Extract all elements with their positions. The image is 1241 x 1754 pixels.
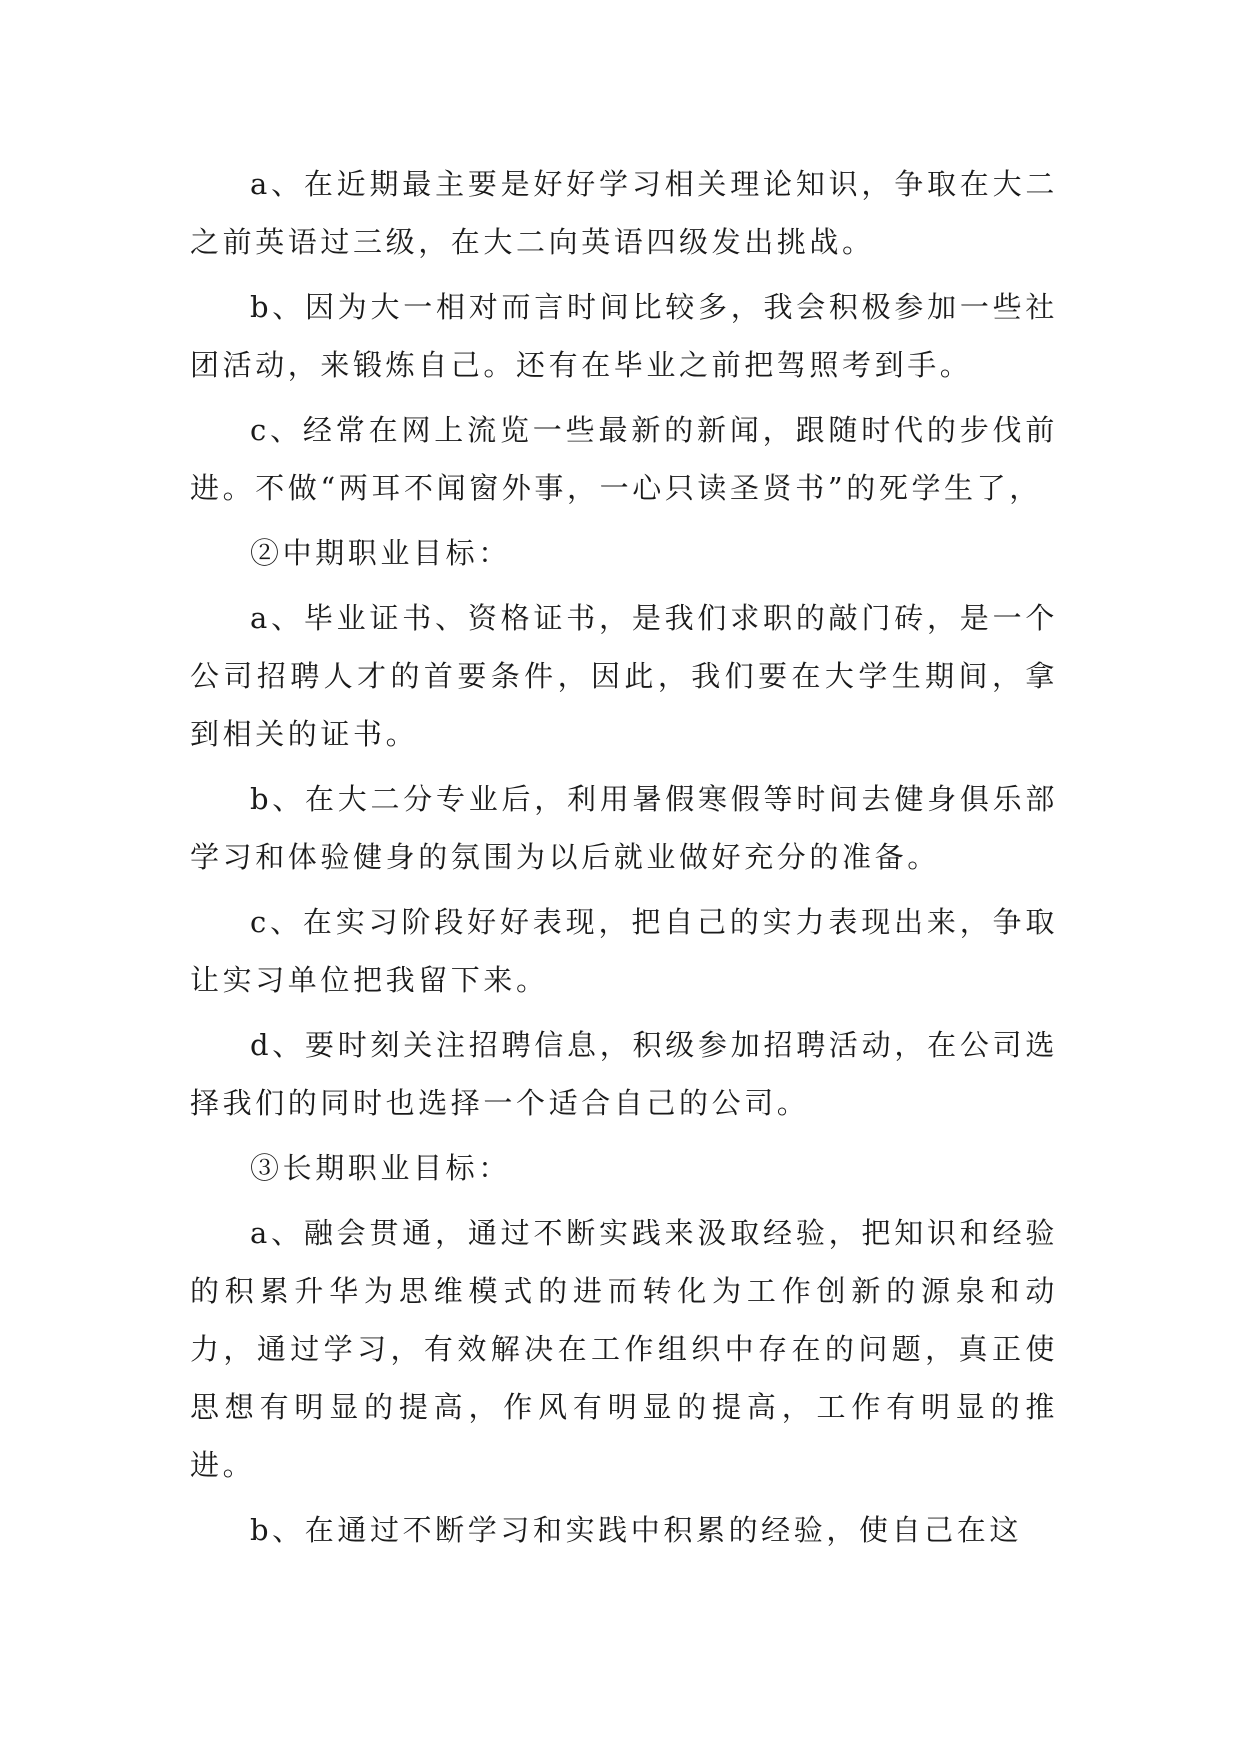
body-text: [190, 155, 1058, 1566]
paragraph-short-term-c: c、经常在网上流览一些最新的新闻，跟随时代的步伐前进。不做“两耳不闻窗外事，一心只读圣贤书”的死学生了，: [190, 413, 1058, 505]
heading-long-term-goals: ③长期职业目标：: [250, 1151, 511, 1185]
paragraph-mid-term-a: a、毕业证书、资格证书，是我们求职的敲门砖，是一个公司招聘人才的首要条件，因此，我们要在大学生期间，拿到相关的证书。: [190, 601, 1058, 751]
paragraph-short-term-a: a、在近期最主要是好好学习相关理论知识，争取在大二之前英语过三级，在大二向英语四级发出挑战。: [190, 167, 1058, 259]
paragraph-mid-term-d: d、要时刻关注招聘信息，积级参加招聘活动，在公司选择我们的同时也选择一个适合自己的公司。: [190, 1028, 1058, 1120]
heading-mid-term-goals: ②中期职业目标：: [250, 536, 511, 570]
paragraph-long-term-a: a、融会贯通，通过不断实践来汲取经验，把知识和经验的积累升华为思维模式的进而转化为工作创新的源泉和动力，通过学习，有效解决在工作组织中存在的问题，真正使思想有明显的提高，作风有明显的提高，工作有明显的推进。: [190, 1216, 1058, 1482]
paragraph-mid-term-c: c、在实习阶段好好表现，把自己的实力表现出来，争取让实习单位把我留下来。: [190, 905, 1058, 997]
paragraph-short-term-b: b、因为大一相对而言时间比较多，我会积极参加一些社团活动，来锻炼自己。还有在毕业之前把驾照考到手。: [190, 290, 1058, 382]
paragraph-mid-term-b: b、在大二分专业后，利用暑假寒假等时间去健身俱乐部学习和体验健身的氛围为以后就业做好充分的准备。: [190, 782, 1058, 874]
paragraph-long-term-b: b、在通过不断学习和实践中积累的经验，使自己在这: [250, 1513, 1022, 1547]
